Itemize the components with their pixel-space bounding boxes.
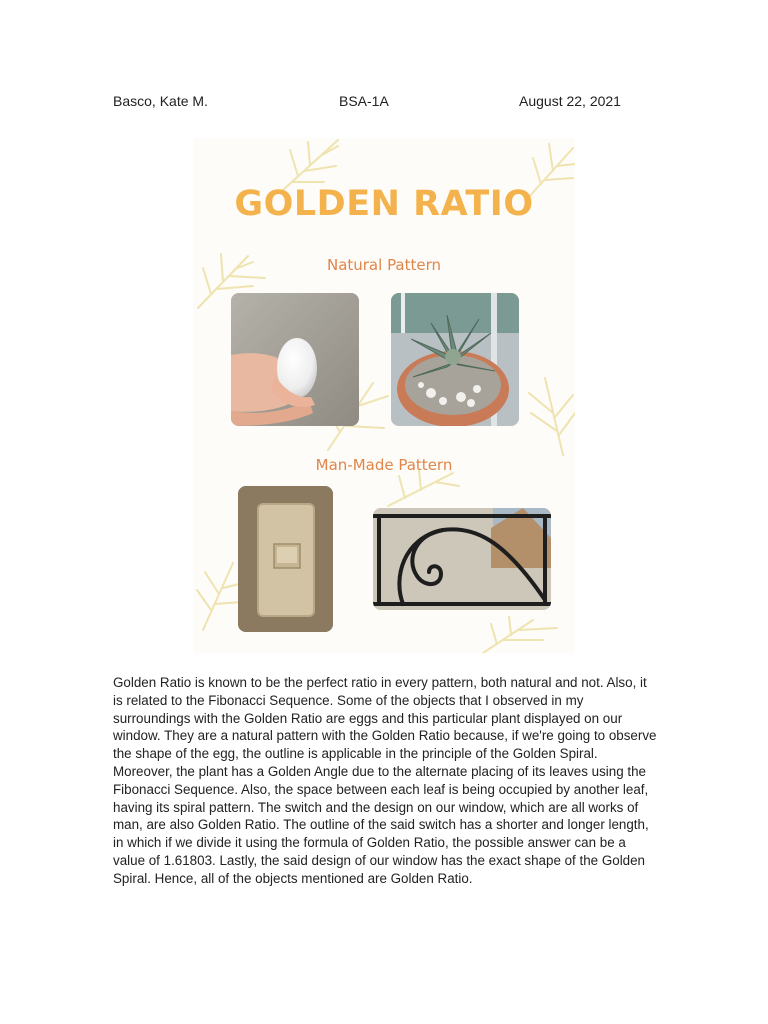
egg-photo bbox=[231, 293, 359, 426]
succulent-photo bbox=[391, 293, 519, 426]
leaf-decoration-mid bbox=[383, 468, 463, 508]
leaf-decoration-right bbox=[523, 373, 575, 458]
document-header bbox=[113, 93, 633, 113]
student-section: BSA-1A bbox=[339, 93, 389, 109]
golden-ratio-poster bbox=[193, 138, 575, 653]
natural-pattern-heading: Natural Pattern bbox=[326, 256, 442, 274]
leaf-decoration-bottom bbox=[473, 616, 563, 653]
poster-title: GOLDEN RATIO bbox=[234, 184, 534, 224]
student-name: Basco, Kate M. bbox=[113, 93, 208, 109]
document-date: August 22, 2021 bbox=[519, 93, 621, 109]
essay-paragraph: Golden Ratio is known to be the perfect ratio in every pattern, both natural and not. Also, it is related to the Fibonacci Sequence. Some of the objects that I observed in my surroundings with the Golden Ratio are eggs and this particular plant displayed on our window. They are a natural pattern with the Golden Ratio because, if we're going to observe the shape of the egg, the outline is applicable in the principle of the Golden Spiral. Moreover, the plant has a Golden Angle due to the alternate placing of its leaves using the Fibonacci Sequence. Also, the space between each leaf is being occupied by another leaf, having its spiral pattern. The switch and the design on our window, which are all works of man, are also Golden Ratio. The outline of the said switch has a shorter and longer length, in which if we divide it using the formula of Golden Ratio, the possible answer can be a value of 1.61803. Lastly, the said design of our window has the exact shape of the Golden Spiral. Hence, all of the objects mentioned are Golden Ratio. bbox=[113, 675, 657, 886]
light-switch-photo bbox=[238, 486, 333, 632]
man-made-pattern-heading: Man-Made Pattern bbox=[315, 456, 453, 474]
window-spiral-photo bbox=[373, 508, 551, 610]
